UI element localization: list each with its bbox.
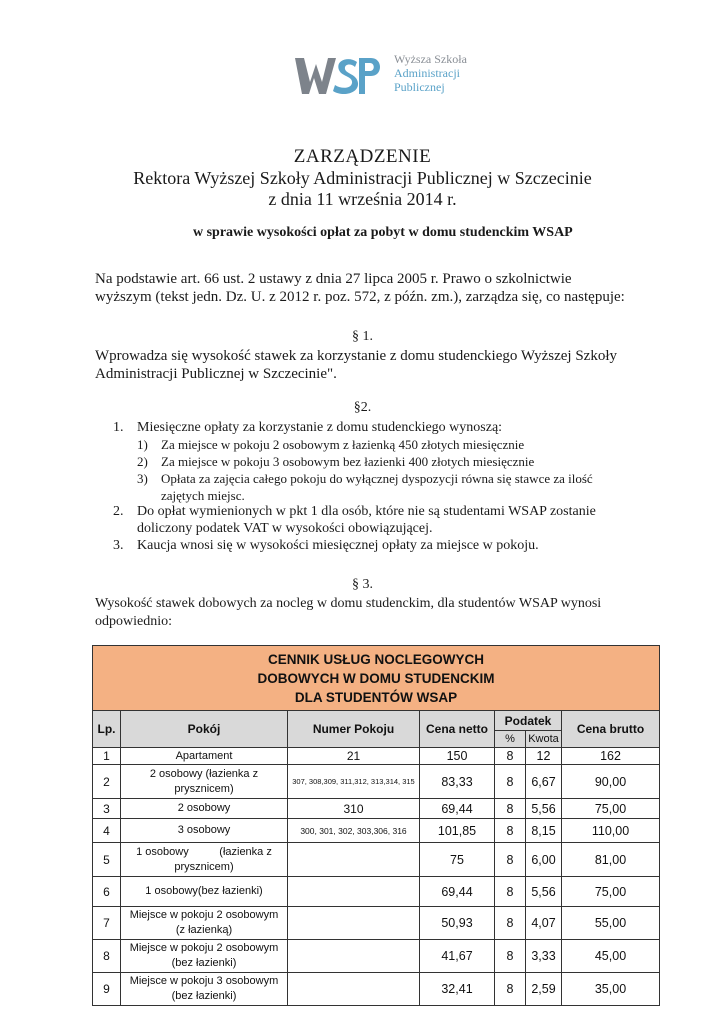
logo-line-2: Administracji bbox=[394, 66, 460, 80]
section-1-mark: § 1. bbox=[352, 329, 373, 344]
document-date: z dnia 11 września 2014 r. bbox=[268, 189, 457, 209]
sub-list-item: 2) Za miejsce w pokoju 3 osobowym bez łazienki 400 złotych miesięcznie bbox=[137, 454, 535, 469]
sub-list-item: 1) Za miejsce w pokoju 2 osobowym z łazienką 450 złotych miesięcznie bbox=[137, 437, 525, 452]
preamble: Na podstawie art. 66 ust. 2 ustawy z dnia 27 lipca 2005 r. Prawo o szkolnictwie wyższym (tekst jedn. Dz. U. z 2012 r. poz. 572, z późn. zm.), zarządza się, co następuje: bbox=[95, 271, 625, 305]
col-header-pct: % bbox=[495, 731, 526, 748]
col-header-net: Cena netto bbox=[420, 711, 495, 748]
table-row: 7 Miejsce w pokoju 2 osobowym (z łazienką) 50,93 8 4,07 55,00 bbox=[93, 907, 660, 940]
section-3-text: Wysokość stawek dobowych za nocleg w domu studenckim, dla studentów WSAP wynosi odpowiednio: bbox=[95, 596, 602, 629]
table-row: 9 Miejsce w pokoju 3 osobowym (bez łazienki) 32,41 8 2,59 35,00 bbox=[93, 973, 660, 1006]
price-table bbox=[92, 645, 660, 1006]
list-item: 2. Do opłat wymienionych w pkt 1 dla osób, które nie są studentami WSAP zostanie doliczony podatek VAT w wysokości obowiązującej. bbox=[113, 504, 596, 536]
table-title: CENNIK USŁUG NOCLEGOWYCH DOBOWYCH W DOMU STUDENCKIM DLA STUDENTÓW WSAP bbox=[93, 646, 660, 711]
col-header-lp: Lp. bbox=[93, 711, 121, 748]
section-2-mark: §2. bbox=[353, 400, 372, 415]
col-header-amount: Kwota bbox=[526, 731, 562, 748]
wsap-logo-mark bbox=[295, 56, 383, 96]
sub-list-item: 3) Opłata za zajęcia całego pokoju do wyłącznej dyspozycji równa się stawce za ilość zajętych miejsc. bbox=[137, 471, 593, 503]
wsap-logo bbox=[295, 52, 485, 102]
table-row: 8 Miejsce w pokoju 2 osobowym (bez łazienki) 41,67 8 3,33 45,00 bbox=[93, 940, 660, 973]
document-subject: w sprawie wysokości opłat za pobyt w domu studenckim WSAP bbox=[193, 225, 573, 240]
col-header-room: Pokój bbox=[121, 711, 288, 748]
list-item: 1. Miesięczne opłaty za korzystanie z domu studenckiego wynoszą: bbox=[113, 420, 503, 435]
col-header-number: Numer Pokoju bbox=[288, 711, 420, 748]
table-row: 6 1 osobowy(bez łazienki) 69,44 8 5,56 75,00 bbox=[93, 877, 660, 907]
section-1-text: Wprowadza się wysokość stawek za korzystanie z domu studenckiego Wyższej Szkoły Administracji Publicznej w Szczecinie". bbox=[95, 348, 617, 382]
document-title: ZARZĄDZENIE bbox=[293, 146, 432, 167]
section-3-mark: § 3. bbox=[352, 577, 373, 592]
table-row: 5 1 osobowy (łazienka z prysznicem) 75 8 6,00 81,00 bbox=[93, 843, 660, 877]
col-header-gross: Cena brutto bbox=[562, 711, 660, 748]
logo-line-1: Wyższa Szkoła bbox=[394, 52, 467, 66]
logo-line-3: Publicznej bbox=[394, 80, 445, 94]
table-row: 4 3 osobowy 300, 301, 302, 303,306, 316 101,85 8 8,15 110,00 bbox=[93, 819, 660, 843]
table-row: 2 2 osobowy (łazienka z prysznicem) 307, 308,309, 311,312, 313,314, 315 83,33 8 6,67 90,00 bbox=[93, 765, 660, 799]
table-row: 3 2 osobowy 310 69,44 8 5,56 75,00 bbox=[93, 799, 660, 819]
list-item: 3. Kaucja wnosi się w wysokości miesięcznej opłaty za miejsce w pokoju. bbox=[113, 538, 539, 553]
col-header-tax: Podatek bbox=[495, 711, 562, 731]
document-subtitle: Rektora Wyższej Szkoły Administracji Publicznej w Szczecinie bbox=[133, 168, 592, 188]
table-row: 1 Apartament 21 150 8 12 162 bbox=[93, 748, 660, 765]
